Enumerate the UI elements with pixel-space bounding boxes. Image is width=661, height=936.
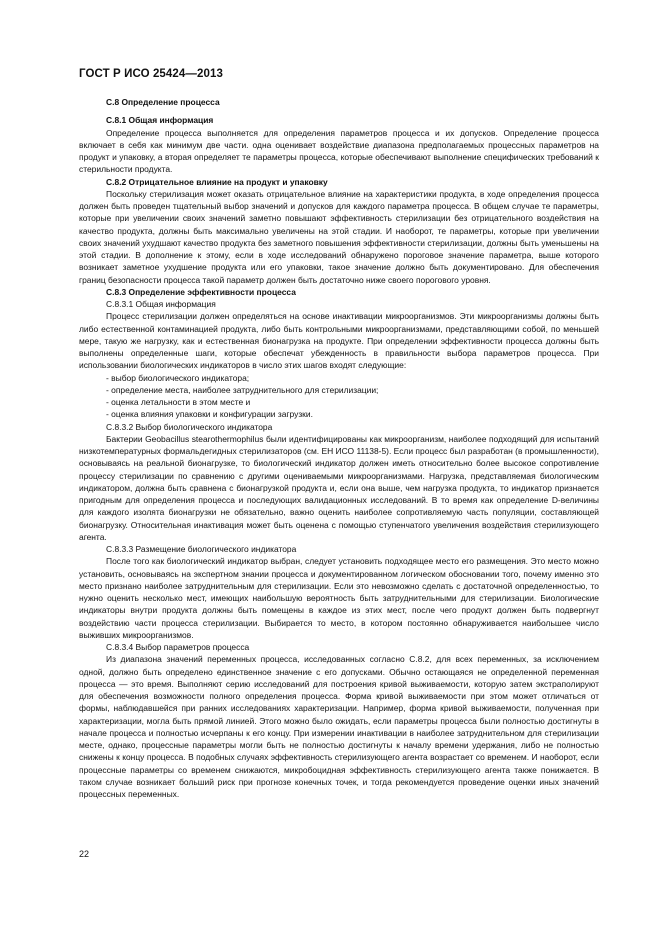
page-number: 22 xyxy=(79,849,90,859)
section-heading: С.8.3 Определение эффективности процесса xyxy=(106,286,296,297)
list-item: - выбор биологического индикатора; xyxy=(79,372,599,384)
section-heading: С.8 Определение процесса xyxy=(106,97,220,107)
paragraph: После того как биологический индикатор выбран, следует установить подходящее место его размещения. Это место можно установить, основываясь на экспертном знании процесса и документированном логическом обосновании того, почему именно это место признано наиболее затруднительным для стерилизации. Если это невозможно сделать с достаточной определенностью, то нужно оценить несколько мест, имеющих наибольшую вероятность быть затруднительными для стерилизации. Биологические индикаторы внутри продукта должны быть помещены в каждое из этих мест, после чего продукт должен быть подвергнут воздействию части процесса стерилизации. Выбирается то место, в котором постоянно обнаруживается наибольшее число выживших микроорганизмов. xyxy=(79,556,599,640)
bullet-list xyxy=(79,372,599,421)
paragraph: Из диапазона значений переменных процесса, исследованных согласно С.8.2, для всех переменных, за исключением одной, должно быть определено единственное значение с его допусками. Обычно остающаяся не определенной переменная процесса — это время. Выполняют серию исследований для построения кривой выживаемости, которую затем экстраполируют для обеспечения возможности полного определения процесса. Форма кривой выживаемости при этом может отличаться от формы, наблюдавшейся при ранних исследованиях характеризации. Например, форма кривой выживаемости, полученная при характеризации, могла быть прямой линией. Этого можно было ожидать, если параметры процесса были полностью достигнуты в начале процесса и полностью исчерпаны к его концу. При измерении инактивации в наиболее затруднительном для стерилизации месте, однако, процессные параметры могли быть не полностью достигнуты к началу времени удержания, либо не полностью снижены к концу процесса. В подобных случаях эффективность стерилизующего агента возрастает со временем. И наоборот, если процессные параметры со временем снижаются, микробоцидная эффективность стерилизующего агента также понижается. В таком случае возникает больший риск при прогнозе конечных точек, и тогда рекомендуется проведение оценки иных значений процессных переменных. xyxy=(79,654,599,799)
paragraph: Бактерии Geobacillus stearothermophilus были идентифицированы как микроорганизм, наиболее подходящий для испытаний низкотемпературных формальдегидных стерилизаторов (см. ЕН ИСО 11138-5). Если процесс был разработан (в промышленности), основываясь на реальной бионагрузке, то биологический индикатор должен иметь относительно более высокое сопротивление процессу стерилизации по сравнению с другими оцениваемыми микроорганизмами. Нагрузка, представляемая биологическим индикатором, должна быть сравнена с бионагрузкой продукта и, если она выше, чем нагрузка продукта, то индикатор признается пригодным для определения процесса и последующих валидационных исследований. В то время как определение D-величины для каждого изолята бионагрузки не обязательно, важно оценить наиболее сопротивляемую часть популяции, составляющей бионагрузку. Относительная инактивация может быть оценена с помощью ступенчатого увеличения воздействия стерилизующего агента. xyxy=(79,433,599,542)
subsection-heading: С.8.3.2 Выбор биологического индикатора xyxy=(106,421,273,432)
section-heading: С.8.1 Общая информация xyxy=(106,115,214,126)
list-item: - оценка летальности в этом месте и xyxy=(79,396,599,408)
paragraph: Процесс стерилизации должен определяться на основе инактивации микроорганизмов. Эти микроорганизмы должны быть либо естественной контаминацией продукта, либо быть контрольными микроорганизмами, представляющими собой, по меньшей мере, такую же нагрузку, как и естественная бионагрузка на продукте. При определении эффективности процесса должны быть выполнены определенные шаги, которые обеспечат убежденность в правильности выбора параметров процесса. При использовании биологических индикаторов в число этих шагов входят следующие: xyxy=(79,311,599,371)
document-body xyxy=(79,96,599,800)
subsection-heading: С.8.3.1 Общая информация xyxy=(106,299,216,309)
section-heading: С.8.2 Отрицательное влияние на продукт и упаковку xyxy=(106,176,328,187)
list-item: - определение места, наиболее затруднительного для стерилизации; xyxy=(79,384,599,396)
subsection-heading: С.8.3.4 Выбор параметров процесса xyxy=(106,642,250,652)
standard-header: ГОСТ Р ИСО 25424—2013 xyxy=(79,68,224,80)
paragraph: Определение процесса выполняется для определения параметров процесса и их допусков. Определение процесса включает в себя как минимум две части. одна оценивает воздействие диапазона предполагаемых процессных параметров на продукт и упаковку, а вторая определяет те параметры процесса, которые обеспечивают выполнение специфических требований к стерильности продукта. xyxy=(79,127,599,175)
paragraph: Поскольку стерилизация может оказать отрицательное влияние на характеристики продукта, в ходе определения процесса должен быть проведен тщательный выбор значений и допусков для каждого параметра процесса. В общем случае те параметры, которые при увеличении своих значений заметно повышают эффективность стерилизации без отрицательного воздействия на качество продукта, должны быть максимально увеличены на этой стадии. И наоборот, те параметры, которые при увеличении своих значений ухудшают качество продукта без заметного повышения эффективности стерилизации, должны быть уменьшены на этой стадии. В дополнение к этому, если в ходе исследований обнаружено пороговое значение параметра, выше которого возникает заметное ухудшение продукта или его упаковки, такое значение должно быть документировано. Для обеспечения границ безопасности процесса такой параметр должен быть достаточно ниже своего порогового уровня. xyxy=(79,188,599,285)
subsection-heading: С.8.3.3 Размещение биологического индикатора xyxy=(106,544,297,554)
list-item: - оценка влияния упаковки и конфигурации загрузки. xyxy=(79,408,599,420)
